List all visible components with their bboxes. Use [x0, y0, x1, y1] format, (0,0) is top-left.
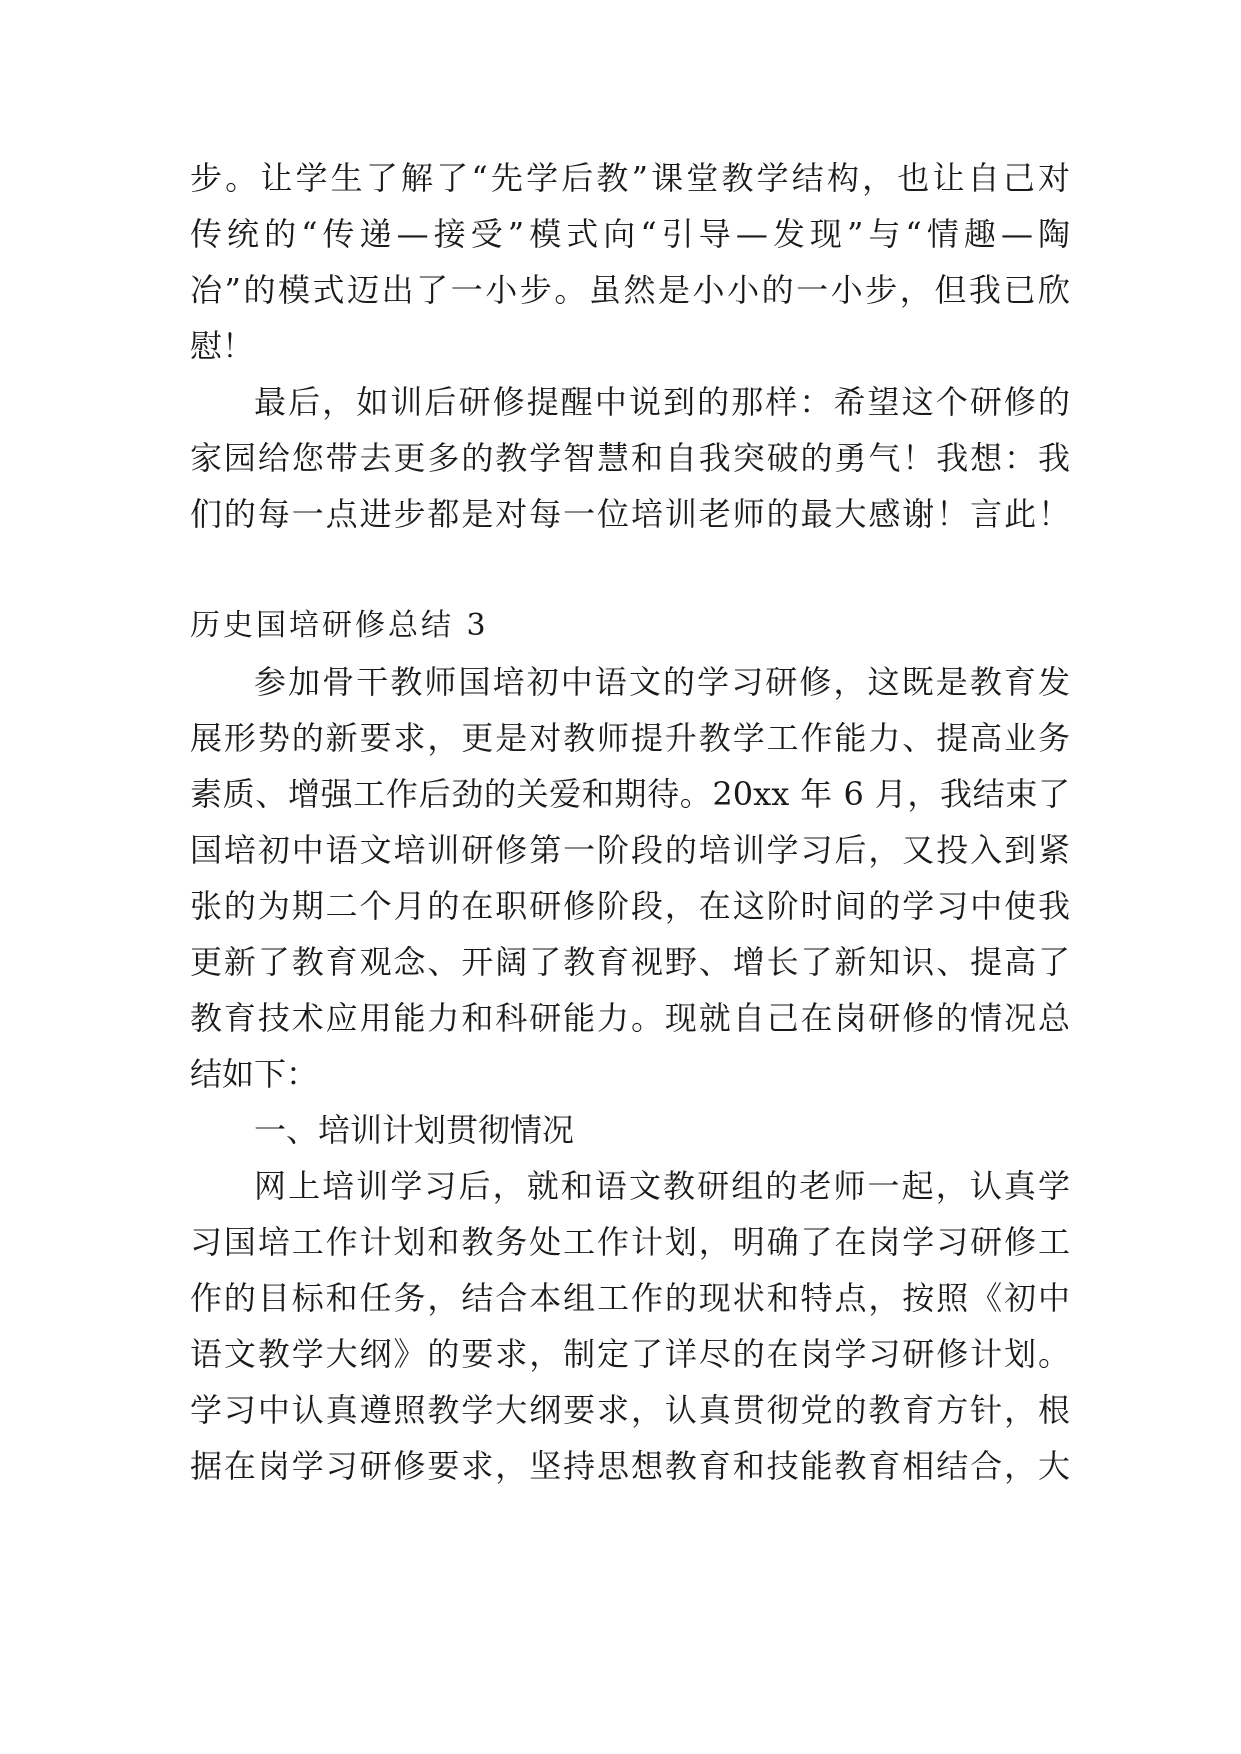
paragraph-line: 参加骨干教师国培初中语文的学习研修，这既是教育发: [254, 663, 1070, 701]
paragraph-line: 更新了教育观念、开阔了教育视野、增长了新知识、提高了: [190, 943, 1070, 981]
paragraph-line: 展形势的新要求，更是对教师提升教学工作能力、提高业务: [190, 719, 1070, 757]
paragraph-line: 习国培工作计划和教务处工作计划，明确了在岗学习研修工: [190, 1223, 1070, 1261]
section-heading: 历史国培研修总结 3: [190, 608, 489, 643]
paragraph-line: 国培初中语文培训研修第一阶段的培训学习后，又投入到紧: [190, 831, 1070, 869]
paragraph-line: 学习中认真遵照教学大纲要求，认真贯彻党的教育方针，根: [190, 1391, 1070, 1429]
paragraph-line: 慰！: [190, 327, 255, 365]
paragraph-line: 家园给您带去更多的教学智慧和自我突破的勇气！我想：我: [190, 439, 1070, 477]
paragraph-line: 语文教学大纲》的要求，制定了详尽的在岗学习研修计划。: [190, 1335, 1070, 1373]
paragraph-line: 素质、增强工作后劲的关爱和期待。20xx 年 6 月，我结束了: [190, 775, 1070, 813]
paragraph-line: 步。让学生了解了“先学后教”课堂教学结构，也让自己对: [190, 159, 1070, 197]
paragraph-line: 张的为期二个月的在职研修阶段，在这阶时间的学习中使我: [190, 887, 1070, 925]
paragraph-line: 据在岗学习研修要求，坚持思想教育和技能教育相结合，大: [190, 1447, 1070, 1485]
paragraph-line: 作的目标和任务，结合本组工作的现状和特点，按照《初中: [190, 1279, 1070, 1317]
paragraph-line: 传统的“传递—接受”模式向“引导—发现”与“情趣—陶: [190, 215, 1070, 253]
paragraph-line: 最后，如训后研修提醒中说到的那样：希望这个研修的: [254, 383, 1070, 421]
subsection-heading: 一、培训计划贯彻情况: [254, 1111, 575, 1149]
paragraph-line: 冶”的模式迈出了一小步。虽然是小小的一小步，但我已欣: [190, 271, 1070, 309]
paragraph-line: 们的每一点进步都是对每一位培训老师的最大感谢！言此！: [190, 495, 1070, 533]
paragraph-line: 结如下：: [190, 1055, 319, 1093]
paragraph-line: 教育技术应用能力和科研能力。现就自己在岗研修的情况总: [190, 999, 1070, 1037]
paragraph-line: 网上培训学习后，就和语文教研组的老师一起，认真学: [254, 1167, 1070, 1205]
